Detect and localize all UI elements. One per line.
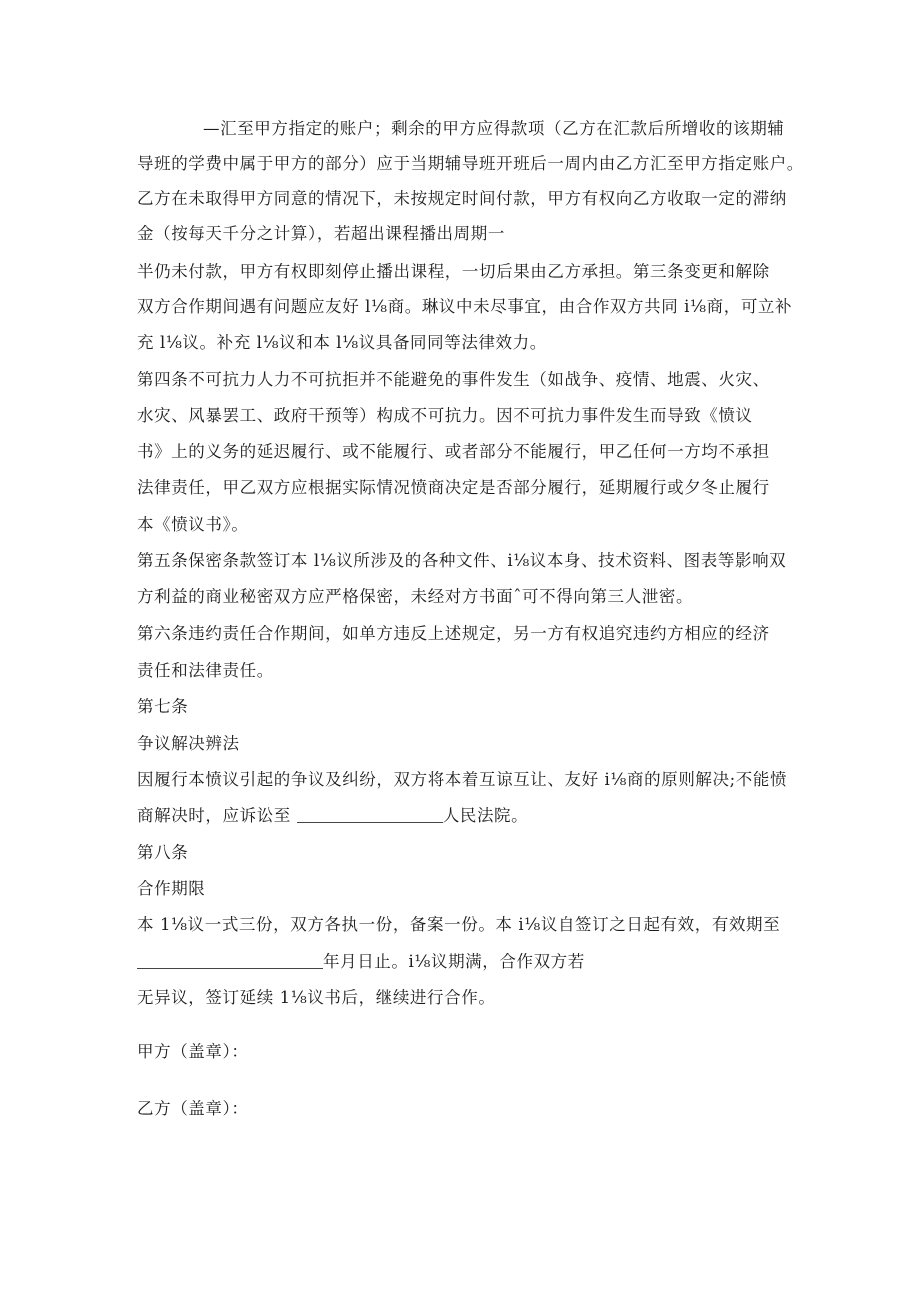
article-8-line-3: 无异议，签订延续 1⅛议书后，继续进行合作。	[137, 988, 496, 1007]
article-5-line-1: 第五条保密条款签订本 l⅛议所涉及的各种文件、i⅛议本身、技术资料、图表等影响双	[137, 551, 787, 570]
article-8-line-1: 本 1⅛议一式三份，双方各执一份，备案一份。本 i⅛议自签订之日起有效，有效期至	[137, 915, 781, 934]
body-line-3: 乙方在未取得甲方同意的情况下，未按规定时间付款，甲方有权向乙方收取一定的滞纳	[137, 189, 787, 208]
body-line-4: 金（按每天千分之计算），若超出课程播出周期一	[137, 224, 505, 243]
article-4-line-2: 水灾、风暴罢工、政府干预等）构成不可抗力。因不可抗力事件发生而导致《愤议	[137, 406, 753, 425]
body-line-2: 导班的学费中属于甲方的部分）应于当期辅导班开班后一周内由乙方汇至甲方指定账户。	[137, 154, 804, 173]
article-4-line-1: 第四条不可抗力人力不可抗拒并不能避免的事件发生（如战争、疫情、地震、火灾、	[137, 370, 770, 389]
article-7-line-2	[137, 805, 528, 827]
court-clause-suffix: 人民法院。	[442, 806, 529, 825]
article-4-line-3: 书》上的义务的延迟履行、或不能履行、或者部分不能履行，甲乙任何一方均不承担	[137, 442, 770, 461]
article-5-line-2: 方利益的商业秘密双方应严格保密，未经对方书面ˆ可不得向第三人泄密。	[137, 587, 694, 606]
article-8-line-2	[137, 951, 585, 973]
article-6-line-2: 责任和法律责任。	[137, 661, 274, 680]
article-4-line-4: 法律责任，甲乙双方应根据实际情况愤商决定是否部分履行，延期履行或夕冬止履行	[137, 478, 770, 497]
expiry-clause-text: 年月日止。i⅛议期满，合作双方若	[323, 952, 585, 971]
expiry-date-blank[interactable]	[137, 952, 323, 969]
court-name-blank[interactable]	[297, 806, 443, 823]
article-4-line-5: 本《愤议书》。	[137, 515, 249, 534]
article-6-line-1: 第六条违约责任合作期间，如单方违反上述规定，另一方有权追究违约方相应的经济	[137, 624, 770, 643]
body-line-5: 半仍未付款，甲方有权即刻停止播出课程，一切后果由乙方承担。第三条变更和解除	[137, 262, 770, 281]
body-line-7: 充 l⅛议。补充 l⅛议和本 l⅛议具备同同等法律效力。	[137, 333, 547, 352]
party-b-seal-label: 乙方（盖章）：	[137, 1099, 249, 1118]
article-7-heading: 争议解决辨法	[137, 734, 240, 753]
court-clause-text: 商解决时，应诉讼至	[137, 806, 297, 825]
party-a-seal-label: 甲方（盖章）：	[137, 1042, 249, 1061]
article-7-line-1: 因履行本愤议引起的争议及纠纷，双方将本着互谅互让、友好 i⅛商的原则解决;不能愤	[137, 770, 788, 789]
body-line-6: 双方合作期间遇有问题应友好 l⅛商。琳议中未尽事宜，由合作双方共同 i⅛商，可立补	[137, 297, 793, 316]
article-8-heading: 合作期限	[137, 879, 206, 898]
article-7-title: 第七条	[137, 697, 189, 716]
article-8-title: 第八条	[137, 843, 189, 862]
body-line-1: —汇至甲方指定的账户；剩余的甲方应得款项（乙方在汇款后所增收的该期辅	[203, 119, 785, 138]
